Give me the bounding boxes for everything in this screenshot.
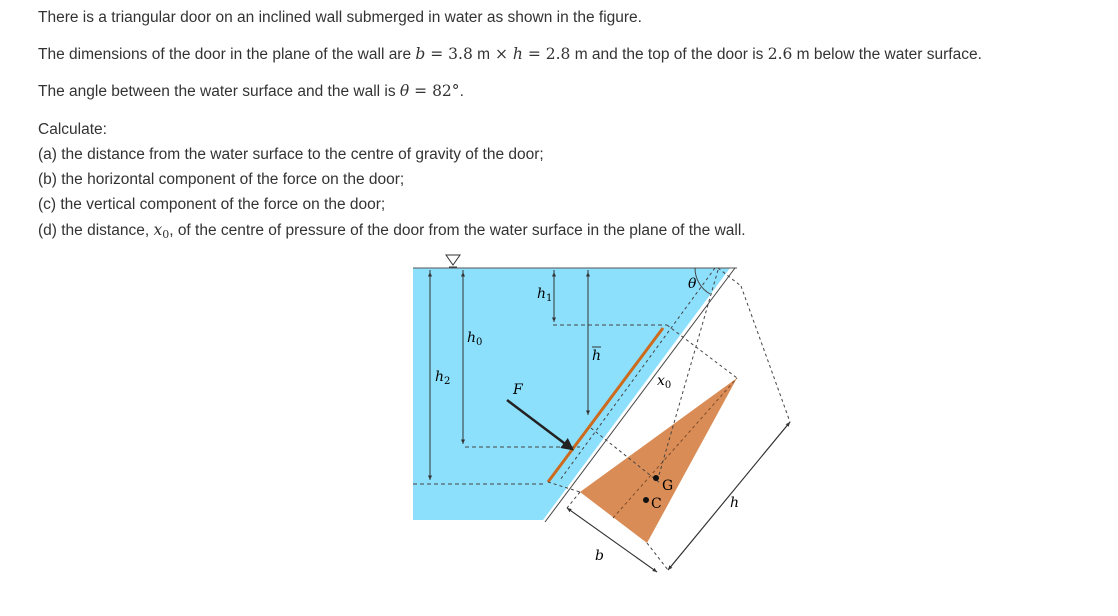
label-hbar: h — [592, 348, 602, 364]
part-b: (b) the horizontal component of the force on the door; — [38, 171, 405, 188]
label-x0: $x_0$ — [657, 373, 672, 391]
part-c: (c) the vertical component of the force on the door; — [38, 196, 386, 213]
water-surface-symbol — [446, 255, 460, 265]
h-extension-bottom — [647, 543, 668, 570]
part-a: (a) the distance from the water surface to the centre of gravity of the door; — [38, 146, 544, 163]
centre-of-gravity-point — [653, 475, 659, 481]
door-diagram — [405, 250, 805, 585]
label-h2: $h_2$ — [435, 369, 451, 387]
h-extension-line — [741, 286, 790, 422]
label-h0: $h_0$ — [467, 330, 483, 348]
label-h: h — [730, 495, 740, 511]
intro-text: There is a triangular door on an inclined wall submerged in water as shown in the figure. — [38, 9, 642, 26]
label-force: F — [513, 382, 523, 398]
dimensions-text: The dimensions of the door in the plane of the wall are b = 3.8 m × h = 2.8 m and the top of the door is 2.6 m below the water surface. — [38, 45, 982, 63]
calculate-heading: Calculate: — [38, 121, 107, 138]
b-extension-left — [567, 492, 580, 508]
centre-of-pressure-point — [643, 497, 649, 503]
label-G: G — [662, 478, 674, 494]
label-theta: θ — [688, 276, 697, 292]
label-C: C — [651, 496, 662, 512]
angle-text: The angle between the water surface and the wall is θ = 82°. — [38, 82, 464, 100]
door-top-projection — [667, 325, 737, 378]
part-d: (d) the distance, $x_0$, of the centre of pressure of the door from the water surface in the plane of the wall. — [38, 221, 746, 241]
label-b: b — [595, 548, 604, 564]
label-h1: $h_1$ — [537, 286, 553, 304]
